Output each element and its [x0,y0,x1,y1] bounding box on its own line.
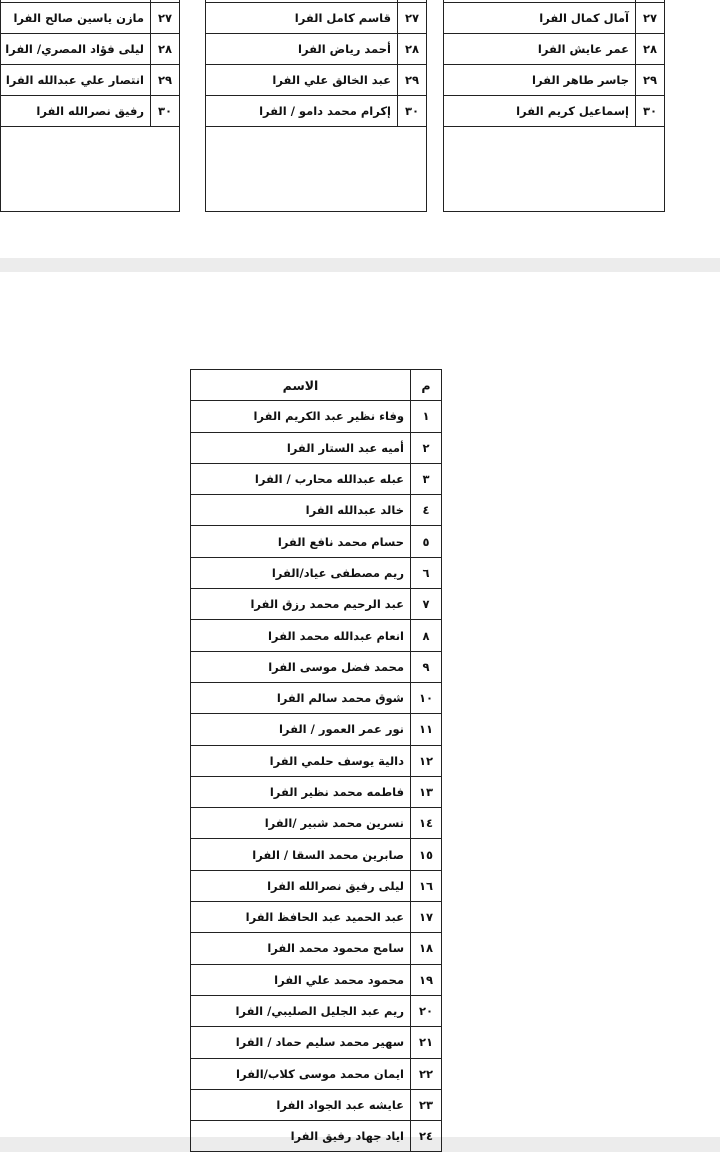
row-name: دالية يوسف حلمي الفرا [191,745,411,776]
table-row [191,839,442,870]
row-number: ٣٠ [636,96,665,127]
table-row [191,714,442,745]
row-name: حسام محمد نافع الفرا [191,526,411,557]
row-number: ٣ [411,463,442,494]
row-number: ٢٧ [398,3,427,34]
row-name: مازن ياسين صالح الفرا [1,3,151,34]
table-body [191,401,442,1152]
table-header-row [191,370,442,401]
row-number: ٢٢ [411,1058,442,1089]
table-row [206,65,427,96]
names-table-column-2 [205,0,427,212]
row-name: انتصار علي عبدالله الفرا [1,65,151,96]
row-name: شوق محمد سالم الفرا [191,682,411,713]
row-number: ٨ [411,620,442,651]
table-row [191,526,442,557]
table-row [191,902,442,933]
row-name: ليلى فؤاد المصري/ الفرا [1,34,151,65]
table-row [444,96,665,127]
names-table-column-3 [443,0,665,212]
row-name: سهير محمد سليم حماد / الفرا [191,1027,411,1058]
table-row [191,1089,442,1120]
row-name: آمال كمال الفرا [444,3,636,34]
row-name: سامح محمود محمد الفرا [191,933,411,964]
table-row [191,682,442,713]
empty-row [206,127,427,212]
row-name: فاطمه محمد نظير الفرا [191,776,411,807]
row-name: عمر عايش الفرا [444,34,636,65]
row-name: عبد الرحيم محمد رزق الفرا [191,589,411,620]
row-number: ١٤ [411,808,442,839]
row-number: ١٦ [411,870,442,901]
table-row [1,3,180,34]
row-name: انعام عبدالله محمد الفرا [191,620,411,651]
row-name: إسماعيل كريم الفرا [444,96,636,127]
row-name: محمد فضل موسى الفرا [191,651,411,682]
row-name: وفاء نظير عبد الكريم الفرا [191,401,411,432]
table-row [191,964,442,995]
table-row [191,401,442,432]
row-number: ٢ [411,432,442,463]
row-name: اياد جهاد رفيق الفرا [191,1121,411,1152]
row-number: ٢٩ [398,65,427,96]
row-name: أحمد رياض الفرا [206,34,398,65]
table-row [444,65,665,96]
row-number: ٢٨ [398,34,427,65]
names-table-main [190,369,442,1152]
table-row [191,620,442,651]
row-number: ١ [411,401,442,432]
row-number: ١٥ [411,839,442,870]
row-number: ١٧ [411,902,442,933]
row-number: ٢٩ [636,65,665,96]
row-number: ٢١ [411,1027,442,1058]
table-row [191,463,442,494]
table-row [191,745,442,776]
row-name: نسرين محمد شبير /الفرا [191,808,411,839]
table-row [191,432,442,463]
row-name: ليلى رفيق نصرالله الفرا [191,870,411,901]
table-row [1,34,180,65]
row-number: ٣٠ [398,96,427,127]
table-row [206,34,427,65]
row-name: إكرام محمد دامو / الفرا [206,96,398,127]
empty-row [1,127,180,212]
row-name: عبد الخالق علي الفرا [206,65,398,96]
row-number: ٧ [411,589,442,620]
row-name: عايشه عبد الجواد الفرا [191,1089,411,1120]
row-number: ٣٠ [151,96,180,127]
row-name: خالد عبدالله الفرا [191,495,411,526]
row-name: ريم عبد الجليل الصليبي/ الفرا [191,995,411,1026]
table-row [444,3,665,34]
document-page-bottom [0,272,720,1144]
row-number: ٢٠ [411,995,442,1026]
table-row [1,65,180,96]
table-row [191,808,442,839]
column-header-name: الاسم [191,370,411,401]
table-row [191,933,442,964]
column-header-number: م [411,370,442,401]
table-row [191,1058,442,1089]
table-row [1,96,180,127]
row-name: رفيق نصرالله الفرا [1,96,151,127]
row-number: ٦ [411,557,442,588]
table-row [191,995,442,1026]
row-name: نور عمر العمور / الفرا [191,714,411,745]
row-name: ريم مصطفى عياد/الفرا [191,557,411,588]
table-row [191,870,442,901]
table-row [191,776,442,807]
table-row [444,34,665,65]
table-row [206,96,427,127]
table-row [191,1027,442,1058]
row-name: أميه عبد الستار الفرا [191,432,411,463]
empty-row [444,127,665,212]
row-name: محمود محمد علي الفرا [191,964,411,995]
row-number: ٢٨ [151,34,180,65]
row-number: ١٨ [411,933,442,964]
row-number: ٢٩ [151,65,180,96]
row-number: ٢٨ [636,34,665,65]
table-row [191,1121,442,1152]
row-name: قاسم كامل الفرا [206,3,398,34]
row-number: ٥ [411,526,442,557]
row-number: ١٩ [411,964,442,995]
row-number: ١٣ [411,776,442,807]
row-number: ٢٣ [411,1089,442,1120]
table-row [206,3,427,34]
table-row [191,651,442,682]
row-number: ٩ [411,651,442,682]
row-name: عبله عبدالله محارب / الفرا [191,463,411,494]
table-row [191,495,442,526]
names-table-column-1 [0,0,180,212]
row-number: ٢٧ [151,3,180,34]
row-name: ايمان محمد موسى كلاب/الفرا [191,1058,411,1089]
row-name: صابرين محمد السقا / الفرا [191,839,411,870]
table-row [191,557,442,588]
row-number: ٢٧ [636,3,665,34]
table-row [191,589,442,620]
row-number: ١٠ [411,682,442,713]
row-number: ١١ [411,714,442,745]
row-name: عبد الحميد عبد الحافظ الفرا [191,902,411,933]
document-page-top [0,0,720,258]
row-number: ٢٤ [411,1121,442,1152]
row-number: ١٢ [411,745,442,776]
row-number: ٤ [411,495,442,526]
row-name: جاسر طاهر الفرا [444,65,636,96]
